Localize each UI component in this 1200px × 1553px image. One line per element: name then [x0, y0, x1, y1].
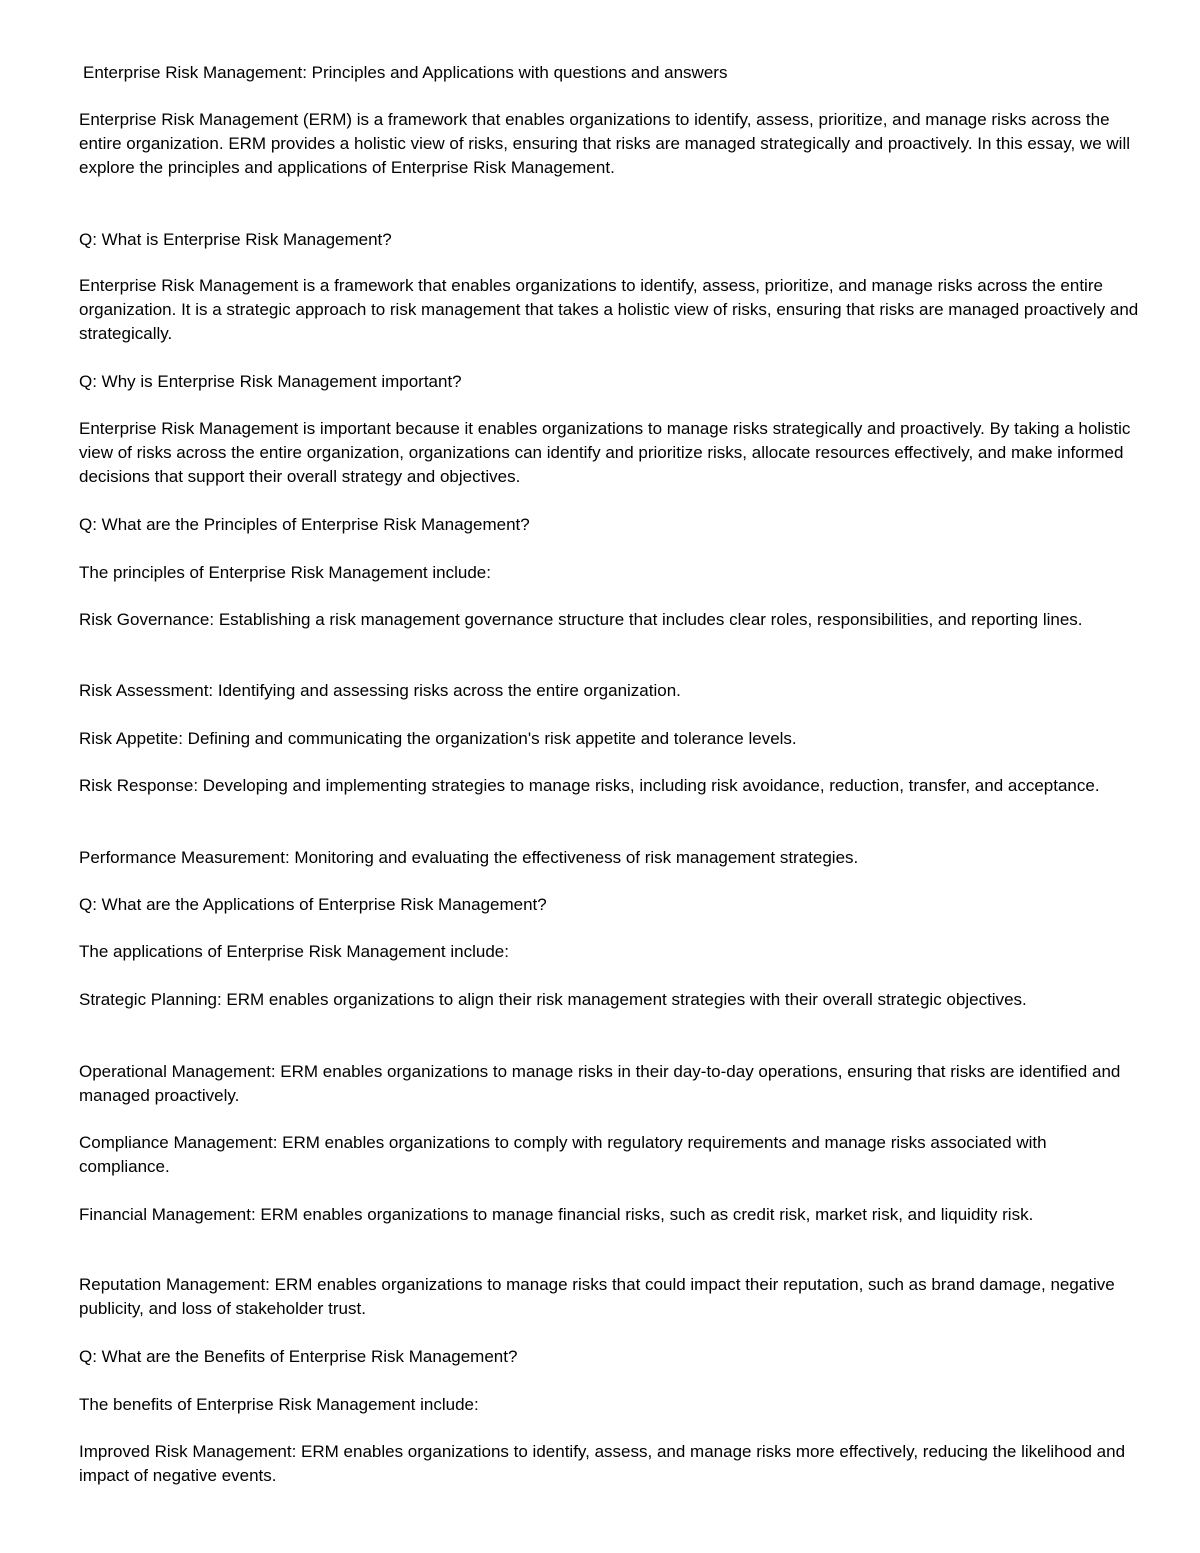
principles-intro: The principles of Enterprise Risk Management include: — [79, 563, 491, 582]
answer-why-important: Enterprise Risk Management is important because it enables organizations to manage risks strategically and proactively. By taking a holistic view of risks across the entire organization, organizations can identify and prioritize risks, allocate resources effectively, and make informed decisions that support their overall strategy and objectives. — [79, 419, 1131, 486]
principle-item: Risk Response: Developing and implementing strategies to manage risks, including risk avoidance, reduction, transfer, and acceptance. — [79, 776, 1100, 795]
application-item: Operational Management: ERM enables organizations to manage risks in their day-to-day operations, ensuring that risks are identified and managed proactively. — [79, 1062, 1121, 1105]
principle-item: Performance Measurement: Monitoring and evaluating the effectiveness of risk management strategies. — [79, 848, 859, 867]
question-benefits: Q: What are the Benefits of Enterprise Risk Management? — [79, 1347, 518, 1366]
benefits-intro: The benefits of Enterprise Risk Management include: — [79, 1395, 479, 1414]
answer-what-is-erm: Enterprise Risk Management is a framework that enables organizations to identify, assess, prioritize, and manage risks across the entire organization. It is a strategic approach to risk management that takes a holistic view of risks, ensuring that risks are managed proactively and strategically. — [79, 276, 1139, 343]
principle-item: Risk Appetite: Defining and communicating the organization's risk appetite and tolerance levels. — [79, 729, 797, 748]
question-what-is-erm: Q: What is Enterprise Risk Management? — [79, 230, 392, 249]
application-item: Financial Management: ERM enables organizations to manage financial risks, such as credit risk, market risk, and liquidity risk. — [79, 1205, 1034, 1224]
principle-item: Risk Assessment: Identifying and assessing risks across the entire organization. — [79, 681, 681, 700]
question-applications: Q: What are the Applications of Enterprise Risk Management? — [79, 895, 547, 914]
intro-paragraph: Enterprise Risk Management (ERM) is a framework that enables organizations to identify, assess, prioritize, and manage risks across the entire organization. ERM provides a holistic view of risks, ensuring that risks are managed strategically and proactively. In this essay, we will explore the principles and applications of Enterprise Risk Management. — [79, 110, 1130, 177]
question-why-important: Q: Why is Enterprise Risk Management important? — [79, 372, 462, 391]
document-title: Enterprise Risk Management: Principles and Applications with questions and answers — [83, 63, 728, 82]
benefit-item: Improved Risk Management: ERM enables organizations to identify, assess, and manage risks more effectively, reducing the likelihood and impact of negative events. — [79, 1442, 1126, 1485]
application-item: Compliance Management: ERM enables organizations to comply with regulatory requirements and manage risks associated with compliance. — [79, 1133, 1047, 1176]
question-principles: Q: What are the Principles of Enterprise Risk Management? — [79, 515, 530, 534]
application-item: Strategic Planning: ERM enables organizations to align their risk management strategies with their overall strategic objectives. — [79, 990, 1027, 1009]
applications-intro: The applications of Enterprise Risk Management include: — [79, 942, 509, 961]
principle-item: Risk Governance: Establishing a risk management governance structure that includes clear roles, responsibilities, and reporting lines. — [79, 610, 1083, 629]
application-item: Reputation Management: ERM enables organizations to manage risks that could impact their reputation, such as brand damage, negative publicity, and loss of stakeholder trust. — [79, 1275, 1115, 1318]
